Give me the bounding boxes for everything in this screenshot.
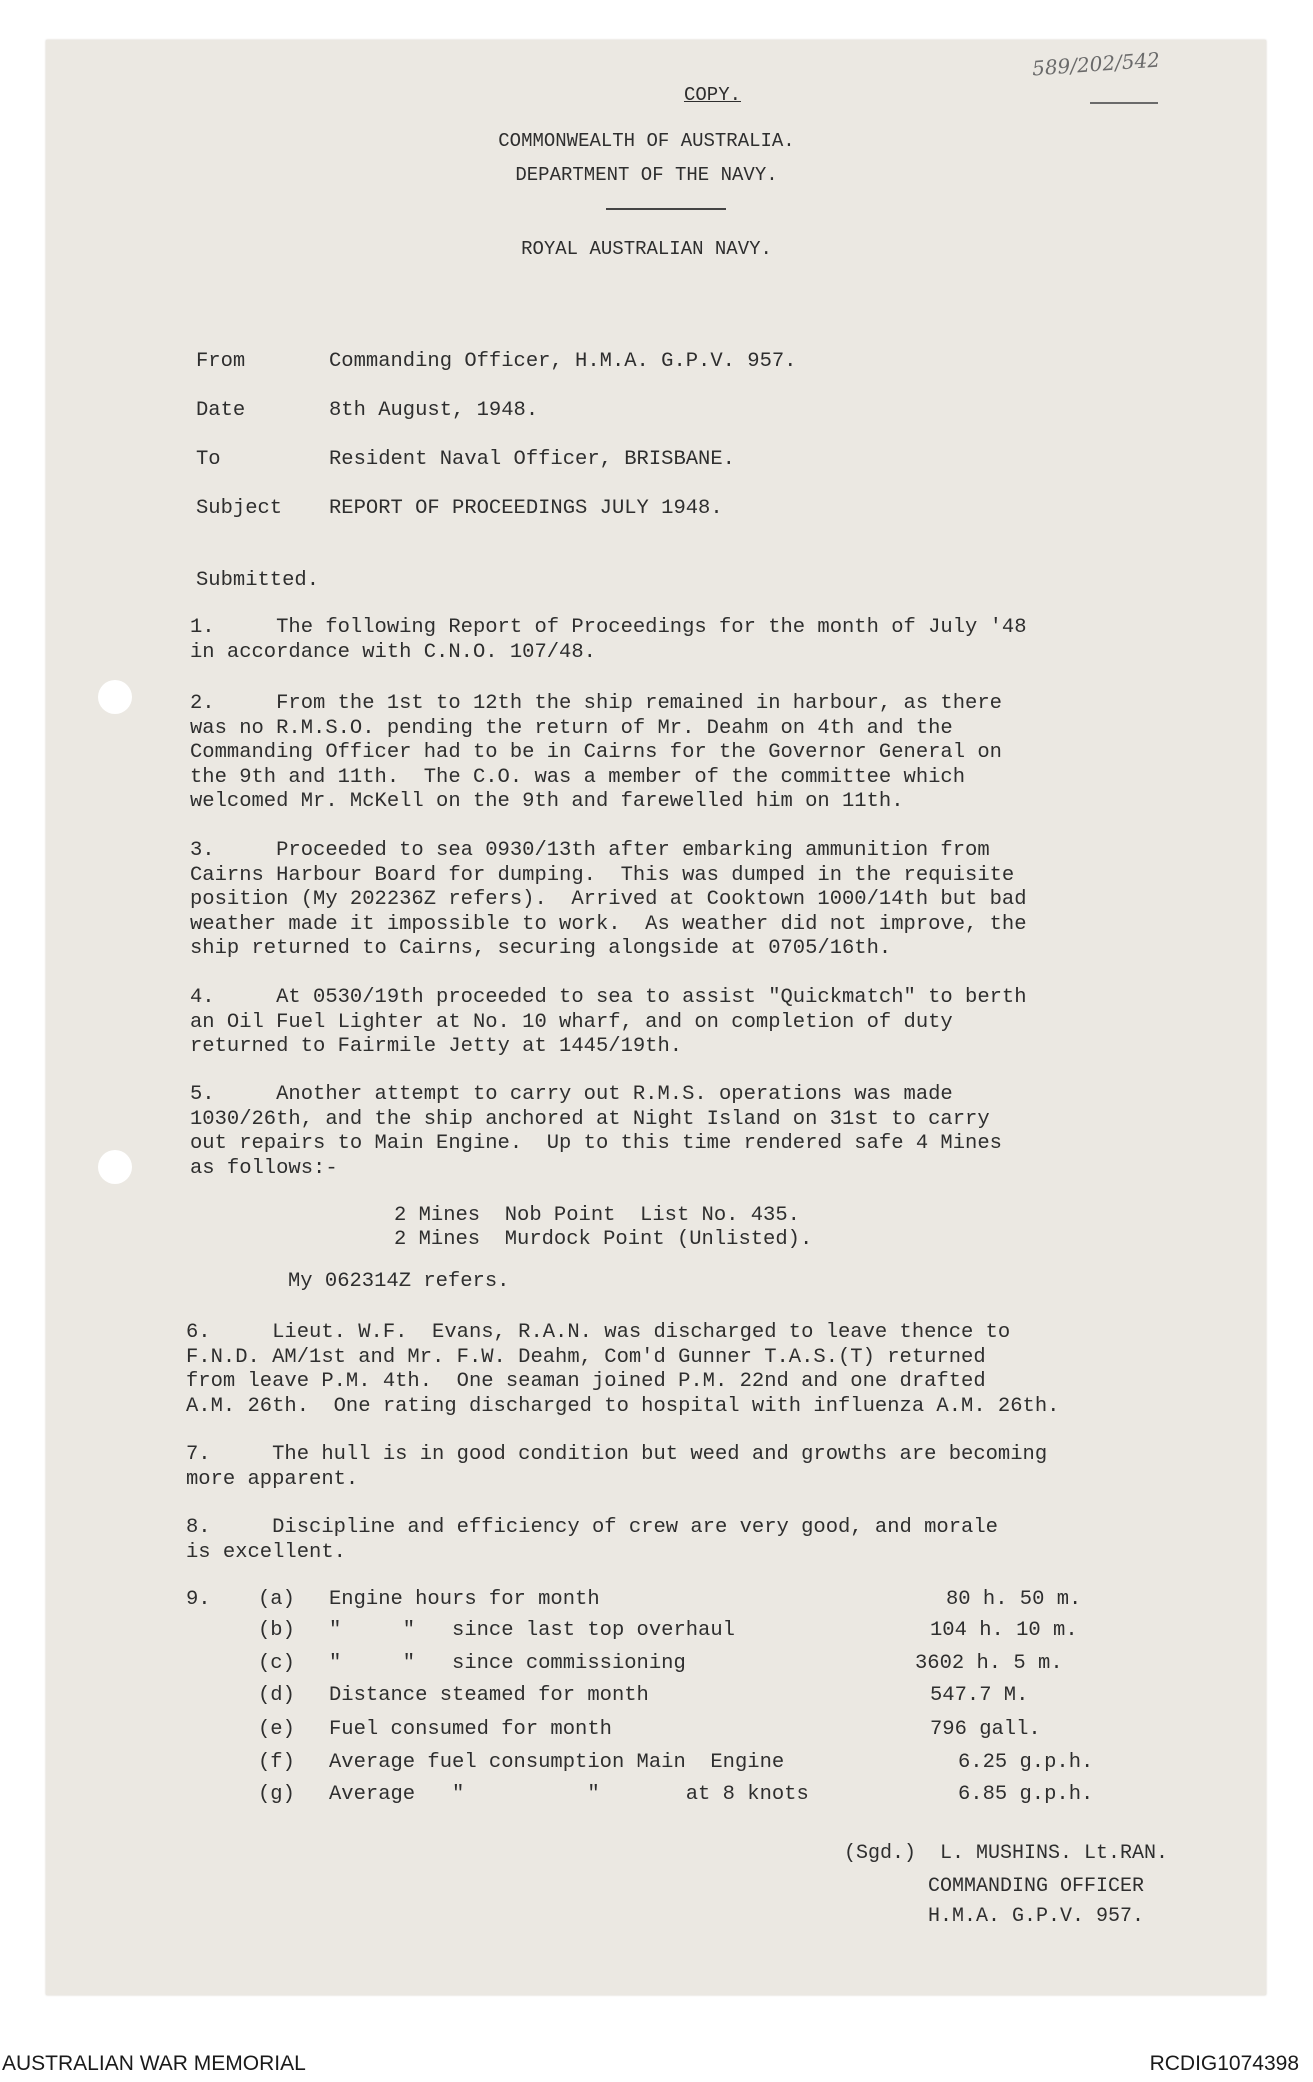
heading-divider (606, 208, 726, 210)
header-label-subject: Subject (196, 497, 283, 520)
paragraph-line: from leave P.M. 4th. One seaman joined P.M. 22nd and one drafted (186, 1370, 986, 1393)
header-label-from: From (196, 350, 246, 373)
paragraph-line: 7. The hull is in good condition but weed and growths are becoming (186, 1443, 1048, 1466)
paragraph-line: 1030/26th, and the ship anchored at Night Island on 31st to carry (190, 1107, 990, 1131)
header-value-from: Commanding Officer, H.M.A. G.P.V. 957. (329, 350, 797, 373)
paragraph-line: an Oil Fuel Lighter at No. 10 wharf, and on completion of duty (190, 1010, 953, 1034)
punch-hole (98, 1150, 132, 1184)
signature-ship: H.M.A. G.P.V. 957. (928, 1905, 1145, 1928)
paragraph-line: more apparent. (186, 1467, 359, 1491)
handwritten-reference: 589/202/542 (1031, 47, 1161, 81)
mines-reference: My 062314Z refers. (288, 1270, 510, 1293)
row-label: Fuel consumed for month (329, 1718, 612, 1741)
mine-entry: 2 Mines Murdock Point (Unlisted). (394, 1228, 813, 1251)
footer-record-id: RCDIG1074398 (1149, 2052, 1299, 2075)
row-key: (a) (258, 1588, 295, 1611)
paragraph-line: welcomed Mr. McKell on the 9th and farewelled him on 11th. (190, 790, 904, 813)
row-value: 796 gall. (930, 1718, 1041, 1741)
row-label: Engine hours for month (329, 1588, 600, 1611)
section9-number: 9. (186, 1588, 211, 1611)
row-label: " " since last top overhaul (329, 1619, 735, 1642)
submitted-text: Submitted. (196, 569, 320, 592)
paragraph-line: in accordance with C.N.O. 107/48. (190, 640, 596, 664)
header-label-date: Date (196, 399, 246, 422)
row-value: 6.25 g.p.h. (958, 1751, 1094, 1774)
row-key: (c) (258, 1652, 295, 1675)
row-label: Average " " at 8 knots (329, 1783, 809, 1806)
signature-name: L. MUSHINS. Lt.RAN. (940, 1842, 1169, 1865)
header-value-to: Resident Naval Officer, BRISBANE. (329, 448, 735, 471)
paragraph-line: 8. Discipline and efficiency of crew are very good, and morale (186, 1516, 998, 1539)
paragraph-line: is excellent. (186, 1540, 346, 1564)
paragraph-line: out repairs to Main Engine. Up to this time rendered safe 4 Mines (190, 1132, 1002, 1155)
paragraph-line: 5. Another attempt to carry out R.M.S. operations was made (190, 1083, 953, 1106)
paragraph-line: Cairns Harbour Board for dumping. This was dumped in the requisite (190, 863, 1015, 887)
paragraph-line: weather made it impossible to work. As weather did not improve, the (190, 912, 1027, 936)
footer-archive-name: AUSTRALIAN WAR MEMORIAL (2, 2052, 306, 2075)
engine-stat-row (0, 1783, 1313, 1811)
header-value-subject: REPORT OF PROCEEDINGS JULY 1948. (329, 497, 723, 520)
paragraph-line: 3. Proceeded to sea 0930/13th after embarking ammunition from (190, 839, 990, 862)
signature-title: COMMANDING OFFICER (928, 1875, 1145, 1898)
engine-stat-row (0, 1619, 1313, 1647)
header-value-date: 8th August, 1948. (329, 399, 539, 422)
heading-commonwealth: COMMONWEALTH OF AUSTRALIA. (498, 130, 795, 152)
mine-entry: 2 Mines Nob Point List No. 435. (394, 1204, 800, 1227)
row-key: (e) (258, 1718, 295, 1741)
copy-heading: COPY. (683, 84, 741, 106)
engine-stat-row (0, 1588, 1313, 1616)
header-label-to: To (196, 448, 221, 471)
row-key: (b) (258, 1619, 295, 1642)
paragraph-line: as follows:- (190, 1156, 338, 1180)
paragraph-line: was no R.M.S.O. pending the return of Mr. Deahm on 4th and the (190, 716, 953, 740)
paragraph-line: F.N.D. AM/1st and Mr. F.W. Deahm, Com'd Gunner T.A.S.(T) returned (186, 1345, 986, 1369)
paragraph-line: 2. From the 1st to 12th the ship remained in harbour, as there (190, 692, 1002, 715)
paragraph-line: ship returned to Cairns, securing alongside at 0705/16th. (190, 937, 892, 960)
paragraph-line: A.M. 26th. One rating discharged to hospital with influenza A.M. 26th. (186, 1394, 1060, 1418)
paragraph-line: 1. The following Report of Proceedings for the month of July '48 (190, 616, 1027, 639)
row-value: 3602 h. 5 m. (915, 1652, 1063, 1675)
row-label: Distance steamed for month (329, 1684, 649, 1707)
row-value: 80 h. 50 m. (946, 1588, 1082, 1611)
engine-stat-row (0, 1684, 1313, 1712)
row-key: (g) (258, 1783, 295, 1806)
engine-stat-row (0, 1652, 1313, 1680)
signature-sgd: (Sgd.) (844, 1842, 917, 1865)
punch-hole (98, 680, 132, 714)
paragraph-line: position (My 202236Z refers). Arrived at Cooktown 1000/14th but bad (190, 888, 1027, 911)
heading-ran: ROYAL AUSTRALIAN NAVY. (521, 238, 772, 260)
engine-stat-row (0, 1751, 1313, 1779)
row-value: 547.7 M. (930, 1684, 1029, 1707)
paragraph-line: returned to Fairmile Jetty at 1445/19th. (190, 1035, 683, 1058)
paragraph-line: 6. Lieut. W.F. Evans, R.A.N. was discharged to leave thence to (186, 1321, 1011, 1344)
heading-department: DEPARTMENT OF THE NAVY. (515, 164, 778, 186)
row-key: (d) (258, 1684, 295, 1707)
row-key: (f) (258, 1751, 295, 1774)
paragraph-line: the 9th and 11th. The C.O. was a member of the committee which (190, 765, 966, 789)
paragraph-line: 4. At 0530/19th proceeded to sea to assist "Quickmatch" to berth (190, 986, 1027, 1009)
engine-stat-row (0, 1718, 1313, 1746)
row-value: 6.85 g.p.h. (958, 1783, 1094, 1806)
row-label: " " since commissioning (329, 1652, 686, 1675)
paragraph-line: Commanding Officer had to be in Cairns for the Governor General on (190, 741, 1002, 764)
row-value: 104 h. 10 m. (930, 1619, 1078, 1642)
row-label: Average fuel consumption Main Engine (329, 1751, 785, 1774)
